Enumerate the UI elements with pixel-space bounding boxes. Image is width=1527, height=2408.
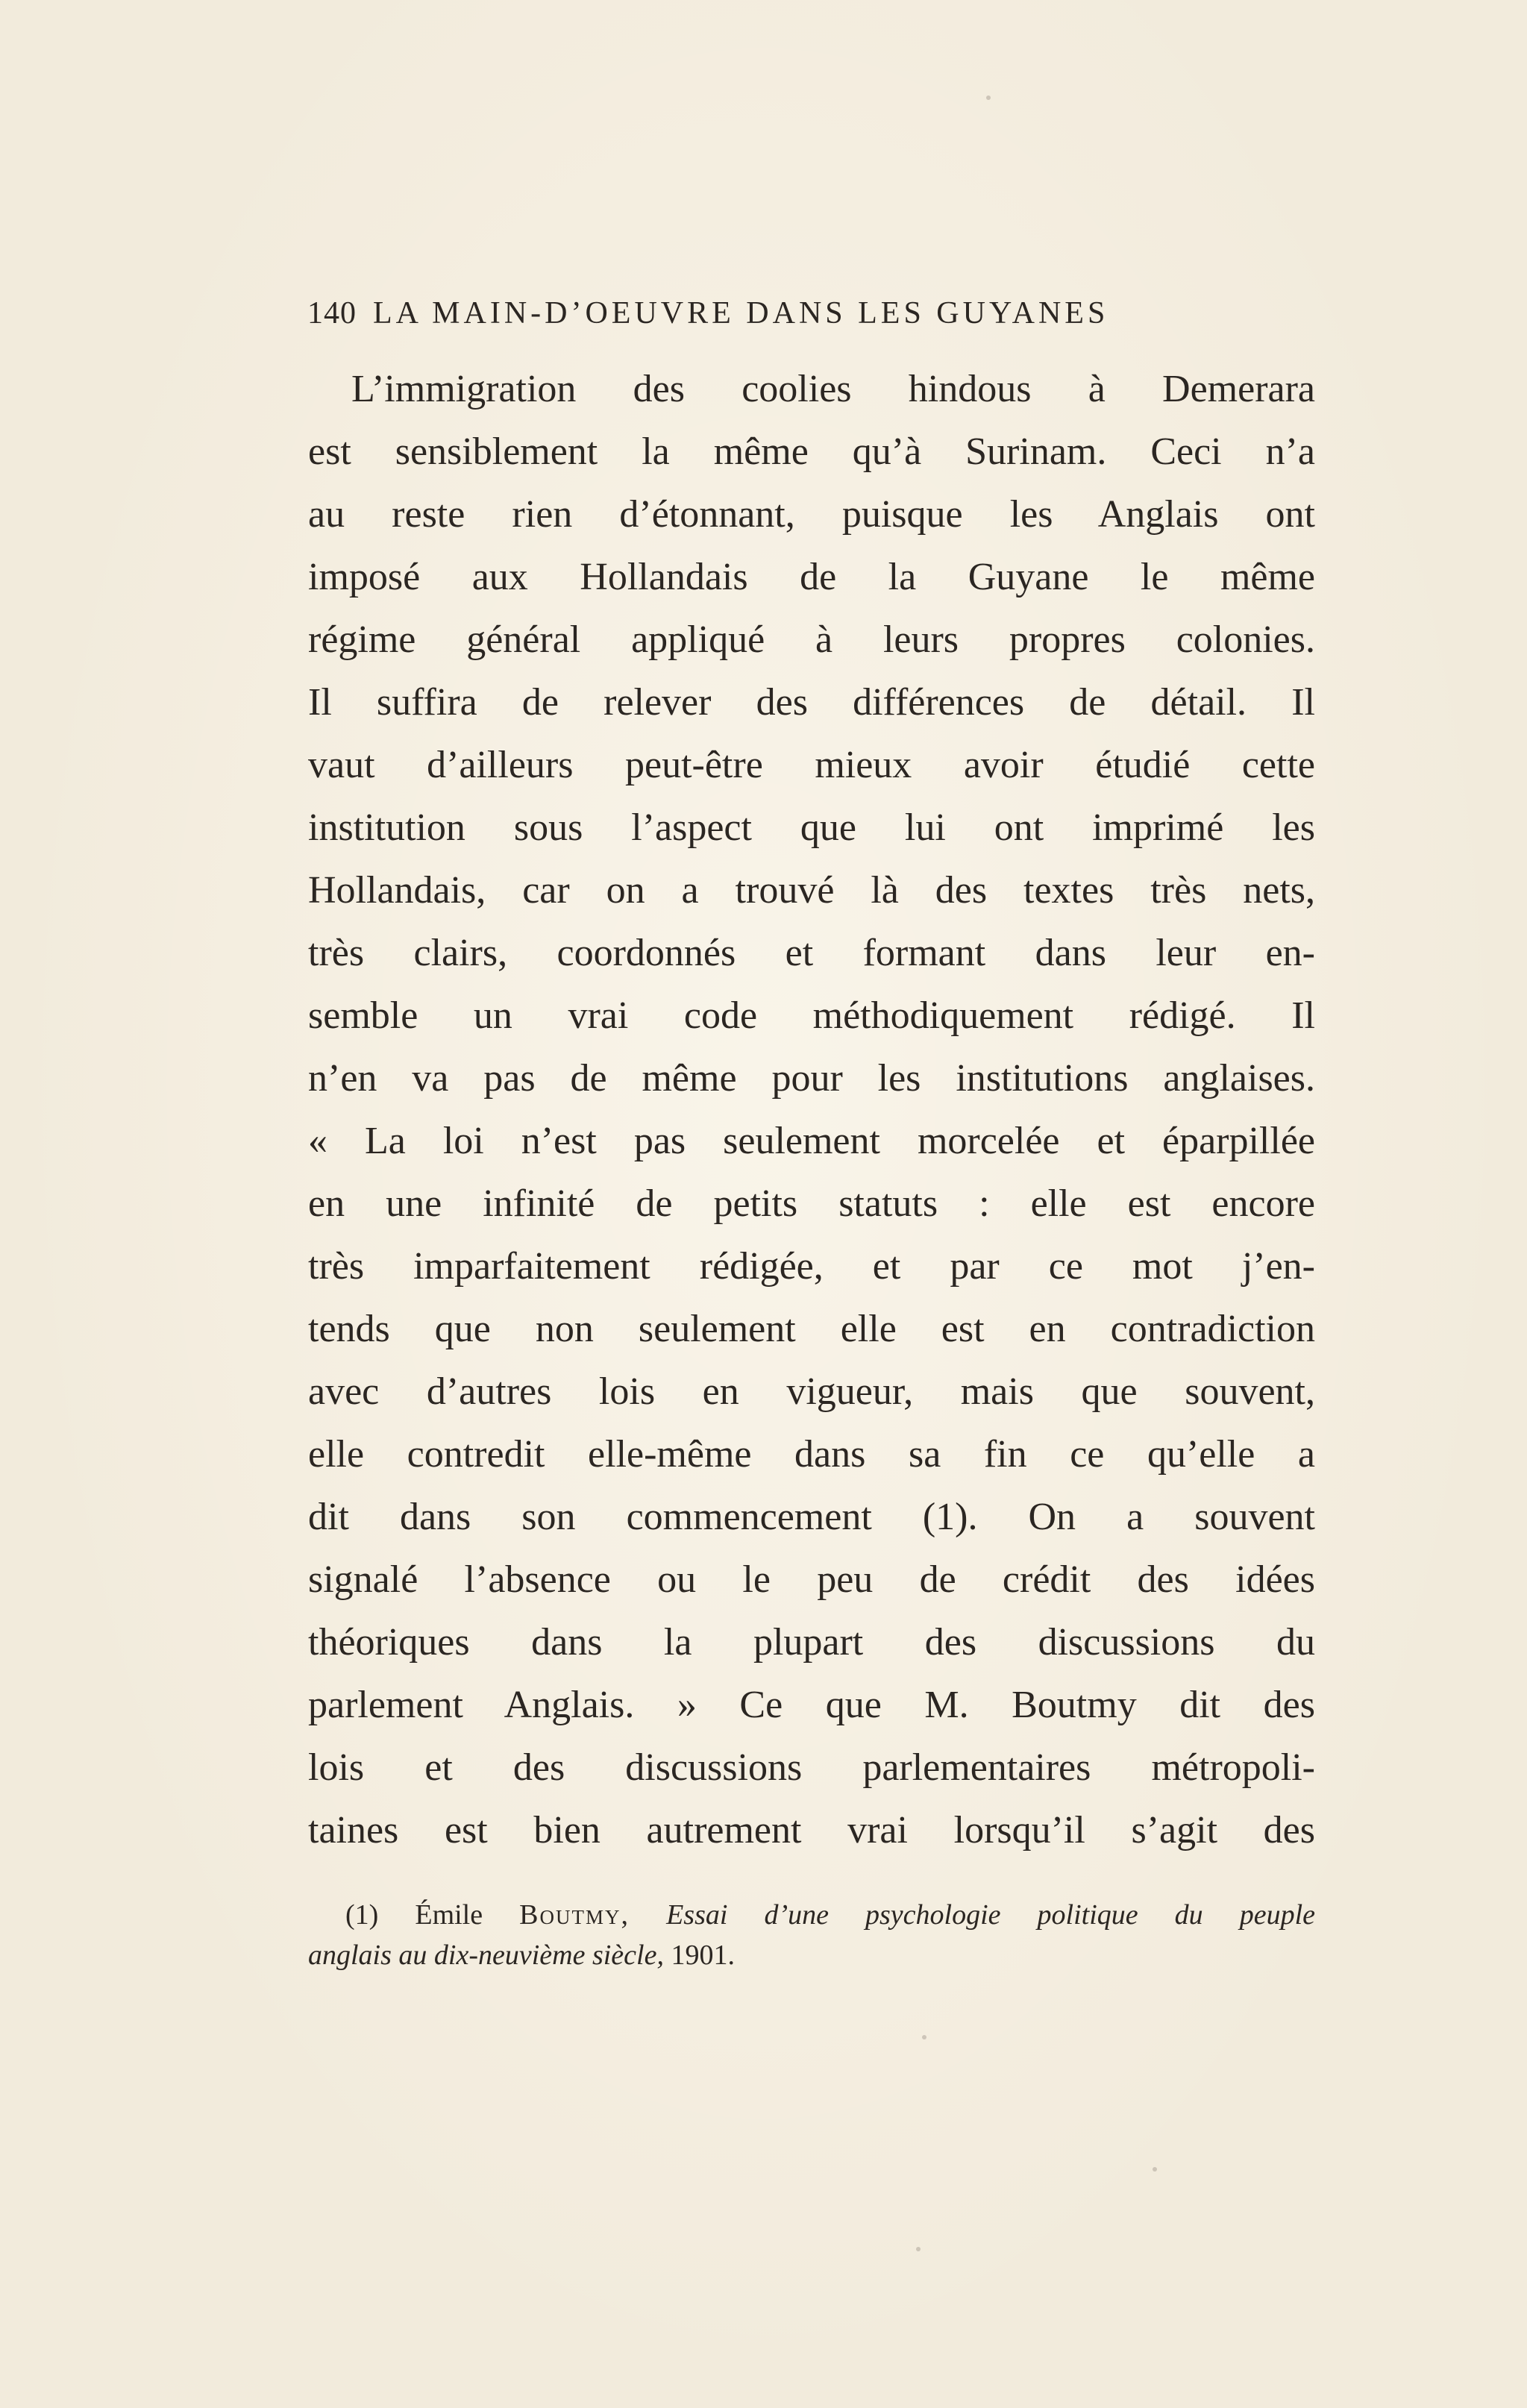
text-line: institution sous l’aspect que lui ont imprimé les	[308, 806, 1315, 849]
text-line: très clairs, coordonnés et formant dans leur en-	[308, 932, 1315, 974]
footnote-line	[308, 1895, 1315, 1935]
footnote-author-last: Boutmy,	[519, 1899, 630, 1931]
page-number: 140	[307, 296, 357, 330]
text-line: théoriques dans la plupart des discussions du	[308, 1621, 1315, 1664]
text-line: vaut d’ailleurs peut-être mieux avoir étudié cette	[308, 744, 1315, 786]
footnote-line	[308, 1935, 1315, 1975]
text-line: parlement Anglais. » Ce que M. Boutmy dit des	[308, 1684, 1315, 1726]
text-line: en une infinité de petits statuts : elle est encore	[308, 1182, 1315, 1225]
footnote-marker: (1)	[345, 1899, 379, 1931]
text-line: avec d’autres lois en vigueur, mais que souvent,	[308, 1370, 1315, 1413]
text-line: au reste rien d’étonnant, puisque les Anglais ont	[308, 493, 1315, 536]
paper-speck	[986, 95, 991, 100]
running-head	[307, 291, 1232, 336]
paper-speck	[916, 2247, 921, 2251]
paper-speck	[1153, 2167, 1157, 2172]
text-line: régime général appliqué à leurs propres colonies.	[308, 618, 1315, 661]
text-line: L’immigration des coolies hindous à Demerara	[351, 368, 1315, 410]
footnote-title-line1: Essai d’une psychologie politique du peuple	[666, 1899, 1316, 1931]
footnote-year: 1901.	[671, 1940, 735, 1971]
footnote-author-first: Émile	[415, 1899, 483, 1931]
text-line: signalé l’absence ou le peu de crédit des idées	[308, 1558, 1315, 1601]
text-line: lois et des discussions parlementaires métropoli-	[308, 1746, 1315, 1789]
running-head-title: LA MAIN-D’OEUVRE DANS LES GUYANES	[373, 296, 1109, 330]
footnote-title-line2: anglais au dix-neuvième siècle,	[308, 1940, 664, 1971]
text-line: n’en va pas de même pour les institutions anglaises.	[308, 1057, 1315, 1100]
footnote	[308, 1895, 1315, 1975]
text-line: est sensiblement la même qu’à Surinam. Ceci n’a	[308, 430, 1315, 473]
text-line: tends que non seulement elle est en contradiction	[308, 1308, 1315, 1350]
text-line: Il suffira de relever des différences de détail. Il	[308, 681, 1315, 724]
text-line: « La loi n’est pas seulement morcelée et éparpillée	[308, 1120, 1315, 1162]
text-line: elle contredit elle-même dans sa fin ce qu’elle a	[308, 1433, 1315, 1476]
text-line: très imparfaitement rédigée, et par ce mot j’en-	[308, 1245, 1315, 1288]
text-line: imposé aux Hollandais de la Guyane le même	[308, 556, 1315, 598]
text-line: semble un vrai code méthodiquement rédigé. Il	[308, 994, 1315, 1037]
text-line: dit dans son commencement (1). On a souvent	[308, 1496, 1315, 1538]
body-text	[308, 358, 1315, 1862]
text-line: taines est bien autrement vrai lorsqu’il s’agit des	[308, 1809, 1315, 1852]
paper-speck	[922, 2035, 926, 2039]
text-line: Hollandais, car on a trouvé là des textes très nets,	[308, 869, 1315, 912]
